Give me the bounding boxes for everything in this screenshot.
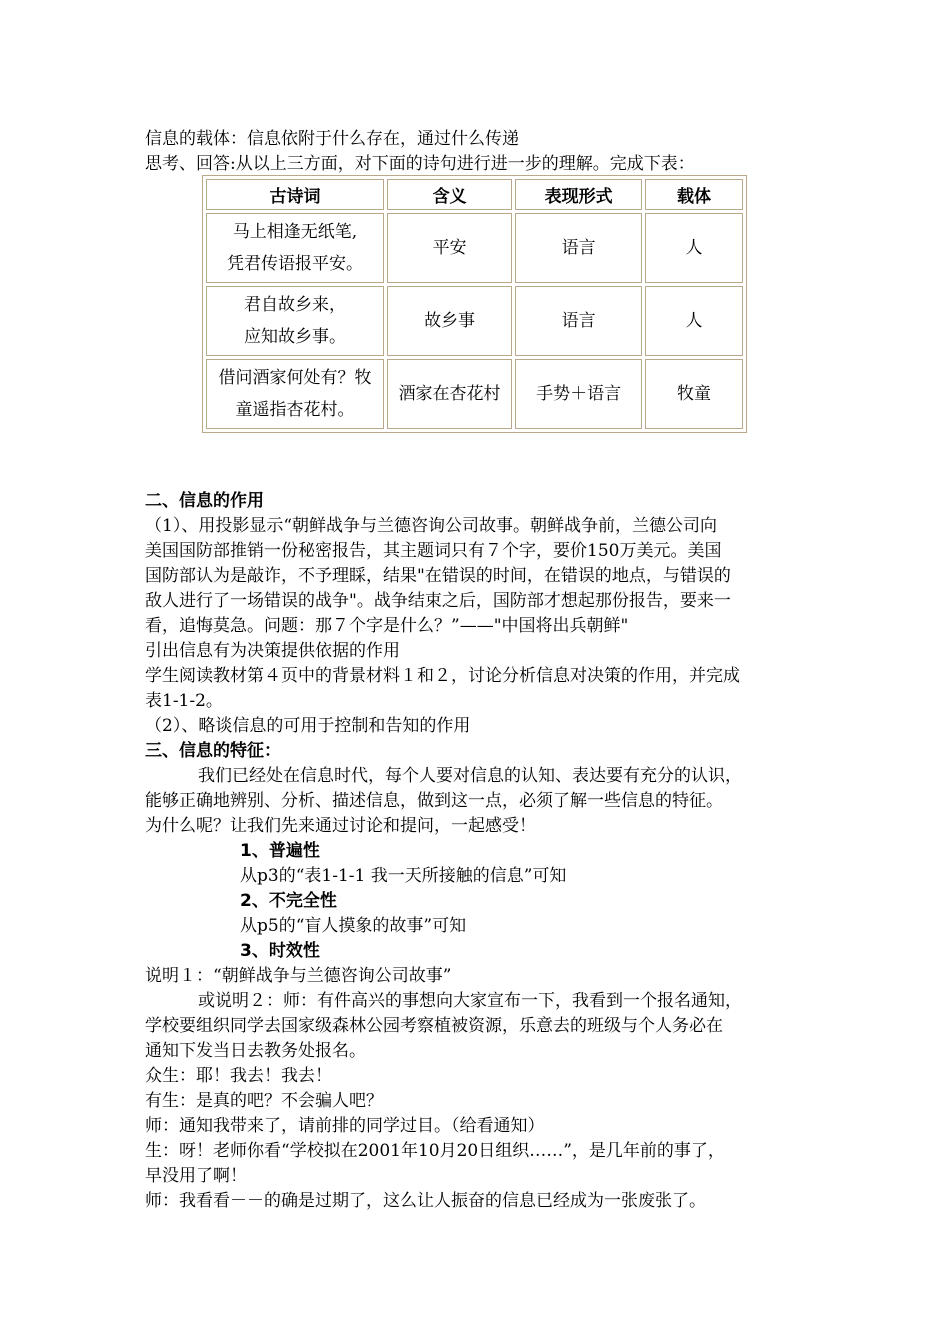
header-carrier: 载体 bbox=[645, 179, 743, 210]
section2-paragraph-line: 美国国防部推销一份秘密报告，其主题词只有７个字，要价150万美元。美国 bbox=[145, 541, 722, 561]
section2-paragraph-line: （1）、用投影显示“朝鲜战争与兰德咨询公司故事。朝鲜战争前，兰德公司向 bbox=[145, 516, 718, 536]
note1: 说明１：“朝鲜战争与兰德咨询公司故事” bbox=[145, 966, 452, 986]
table-header-row bbox=[206, 179, 743, 210]
poem-table bbox=[202, 175, 747, 433]
lead-line: 引出信息有为决策提供依据的作用 bbox=[145, 641, 400, 661]
carrier-cell: 牧童 bbox=[645, 359, 743, 429]
feature2-text: 从p5的“盲人摸象的故事”可知 bbox=[240, 916, 467, 936]
poem-line: 君自故乡来， bbox=[244, 295, 347, 315]
feature3-title: 3、时效性 bbox=[240, 941, 320, 961]
dialog-line: 有生：是真的吧？不会骗人吧？ bbox=[145, 1091, 383, 1111]
feature2-title: 2、不完全性 bbox=[240, 891, 337, 911]
section3-intro-line: 为什么呢？让我们先来通过讨论和提问，一起感受！ bbox=[145, 816, 536, 836]
note2-line: 或说明２：师：有件高兴的事想向大家宣布一下，我看到一个报名通知， bbox=[198, 991, 742, 1011]
header-poem: 古诗词 bbox=[206, 179, 384, 210]
table-row bbox=[206, 359, 743, 429]
note2-line: 学校要组织同学去国家级森林公园考察植被资源，乐意去的班级与个人务必在 bbox=[145, 1016, 723, 1036]
section3-intro-line: 我们已经处在信息时代，每个人要对信息的认知、表达要有充分的认识， bbox=[198, 766, 742, 786]
section2-paragraph-line: 国防部认为是敲诈，不予理睬，结果"在错误的时间，在错误的地点，与错误的 bbox=[145, 566, 731, 586]
poem-cell bbox=[206, 359, 384, 429]
dialog-line: 生：呀！老师你看“学校拟在2001年10月20日组织……”，是几年前的事了， bbox=[145, 1141, 725, 1161]
section2-paragraph-line: 敌人进行了一场错误的战争"。战争结束之后，国防部才想起那份报告，要来一 bbox=[145, 591, 731, 611]
section2-paragraph-line: 看，追悔莫急。问题：那７个字是什么？”——"中国将出兵朝鲜" bbox=[145, 616, 629, 636]
poem-cell bbox=[206, 213, 384, 283]
task-line: 思考、回答:从以上三方面，对下面的诗句进行进一步的理解。完成下表： bbox=[145, 154, 695, 174]
poem-line: 马上相逢无纸笔, bbox=[232, 222, 358, 242]
poem-line: 应知故乡事。 bbox=[244, 327, 347, 347]
note2-line: 通知下发当日去教务处报名。 bbox=[145, 1041, 366, 1061]
meaning-cell: 平安 bbox=[387, 213, 512, 283]
carrier-cell: 人 bbox=[645, 286, 743, 356]
section3-intro-line: 能够正确地辨别、分析、描述信息，做到这一点，必须了解一些信息的特征。 bbox=[145, 791, 723, 811]
poem-line: 童遥指杏花村。 bbox=[235, 400, 355, 420]
meaning-cell: 酒家在杏花村 bbox=[387, 359, 512, 429]
reading-line: 表1-1-2。 bbox=[145, 691, 223, 711]
dialog-line: 师：通知我带来了，请前排的同学过目。（给看通知） bbox=[145, 1116, 545, 1136]
poem-line: 凭君传语报平安。 bbox=[227, 254, 364, 274]
feature1-title: 1、普遍性 bbox=[240, 841, 320, 861]
poem-cell bbox=[206, 286, 384, 356]
table-row bbox=[206, 213, 743, 283]
form-cell: 手势＋语言 bbox=[515, 359, 642, 429]
section2-heading: 二、信息的作用 bbox=[145, 491, 264, 511]
header-meaning: 含义 bbox=[387, 179, 512, 210]
reading-line: 学生阅读教材第４页中的背景材料１和２，讨论分析信息对决策的作用，并完成 bbox=[145, 666, 740, 686]
table-row bbox=[206, 286, 743, 356]
header-form: 表现形式 bbox=[515, 179, 642, 210]
dialog-line: 早没用了啊！ bbox=[145, 1166, 247, 1186]
section2-point2: （2）、略谈信息的可用于控制和告知的作用 bbox=[145, 716, 471, 736]
carrier-cell: 人 bbox=[645, 213, 743, 283]
carrier-line: 信息的载体：信息依附于什么存在，通过什么传递 bbox=[145, 129, 519, 149]
dialog-line: 师：我看看－－的确是过期了，这么让人振奋的信息已经成为一张废张了。 bbox=[145, 1191, 706, 1211]
form-cell: 语言 bbox=[515, 213, 642, 283]
section3-heading: 三、信息的特征： bbox=[145, 741, 281, 761]
feature1-text: 从p3的“表1-1-1 我一天所接触的信息”可知 bbox=[240, 866, 567, 886]
poem-line: 借问酒家何处有？牧 bbox=[218, 368, 372, 388]
dialog-line: 众生：耶！我去！我去！ bbox=[145, 1066, 332, 1086]
meaning-cell: 故乡事 bbox=[387, 286, 512, 356]
form-cell: 语言 bbox=[515, 286, 642, 356]
